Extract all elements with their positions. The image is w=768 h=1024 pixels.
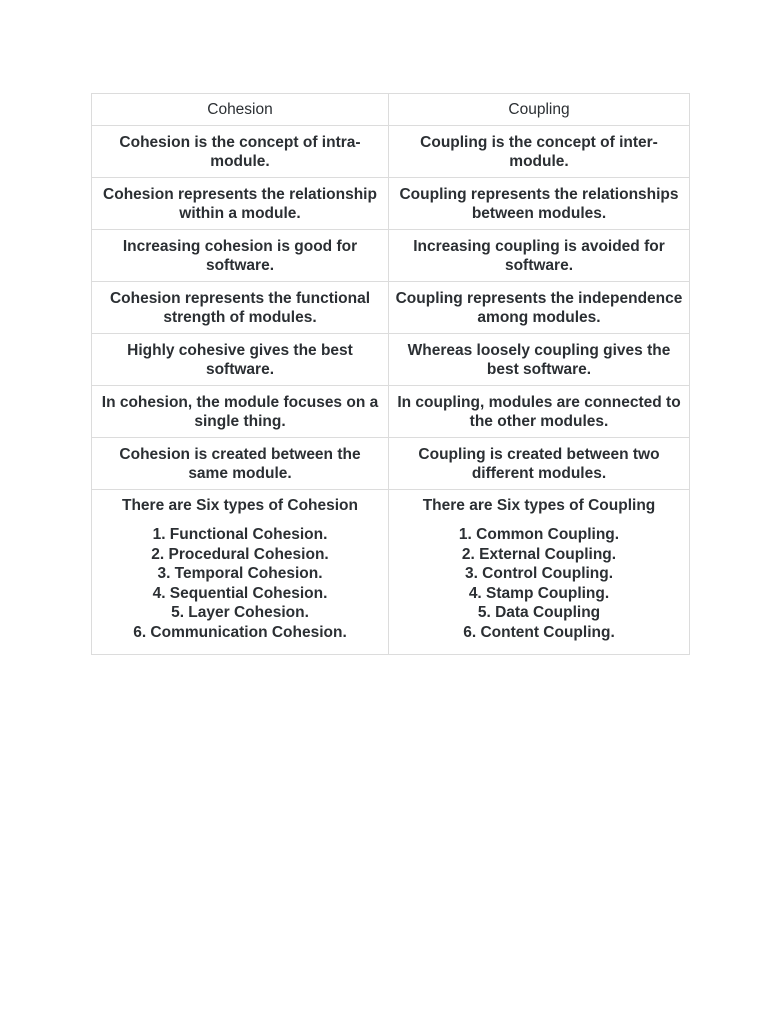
list-item: 6. Content Coupling. xyxy=(463,623,615,641)
coupling-cell: In coupling, modules are connected to the other modules. xyxy=(389,386,690,438)
table-row xyxy=(92,282,690,334)
table-row xyxy=(92,126,690,178)
cohesion-cell: Cohesion is the concept of intra-module. xyxy=(92,126,389,178)
coupling-types-cell xyxy=(389,490,690,655)
column-header-cohesion: Cohesion xyxy=(92,94,389,126)
column-header-coupling: Coupling xyxy=(389,94,690,126)
coupling-cell: Increasing coupling is avoided for software. xyxy=(389,230,690,282)
cohesion-cell: In cohesion, the module focuses on a single thing. xyxy=(92,386,389,438)
list-item: 4. Stamp Coupling. xyxy=(468,584,610,602)
list-item: 6. Communication Cohesion. xyxy=(133,623,347,641)
coupling-cell: Whereas loosely coupling gives the best software. xyxy=(389,334,690,386)
cohesion-cell: Highly cohesive gives the best software. xyxy=(92,334,389,386)
table-row xyxy=(92,178,690,230)
coupling-types-list xyxy=(395,525,683,642)
list-item: 4. Sequential Cohesion. xyxy=(152,584,328,602)
coupling-cell: Coupling represents the relationships between modules. xyxy=(389,178,690,230)
table-row xyxy=(92,334,690,386)
cohesion-cell: Cohesion represents the functional strength of modules. xyxy=(92,282,389,334)
cohesion-types-heading: There are Six types of Cohesion xyxy=(121,497,358,514)
list-item: 2. External Coupling. xyxy=(461,545,617,563)
list-item: 2. Procedural Cohesion. xyxy=(151,545,329,563)
cohesion-cell: Increasing cohesion is good for software. xyxy=(92,230,389,282)
cohesion-types-list xyxy=(98,525,382,642)
cohesion-cell: Cohesion represents the relationship within a module. xyxy=(92,178,389,230)
coupling-cell: Coupling is created between two different modules. xyxy=(389,438,690,490)
coupling-types-heading: There are Six types of Coupling xyxy=(422,497,656,514)
table-header-row xyxy=(92,94,690,126)
list-item: 1. Common Coupling. xyxy=(458,526,620,543)
table-row xyxy=(92,230,690,282)
list-item: 3. Temporal Cohesion. xyxy=(157,565,323,582)
list-item: 3. Control Coupling. xyxy=(464,565,614,582)
coupling-cell: Coupling is the concept of inter-module. xyxy=(389,126,690,178)
types-row xyxy=(92,490,690,655)
list-item: 5. Data Coupling xyxy=(477,604,601,621)
cohesion-coupling-table xyxy=(91,93,690,655)
cohesion-types-cell xyxy=(92,490,389,655)
coupling-cell: Coupling represents the independence among modules. xyxy=(389,282,690,334)
list-item: 5. Layer Cohesion. xyxy=(171,604,309,621)
table-row xyxy=(92,386,690,438)
cohesion-cell: Cohesion is created between the same module. xyxy=(92,438,389,490)
table-row xyxy=(92,438,690,490)
list-item: 1. Functional Cohesion. xyxy=(152,526,328,543)
